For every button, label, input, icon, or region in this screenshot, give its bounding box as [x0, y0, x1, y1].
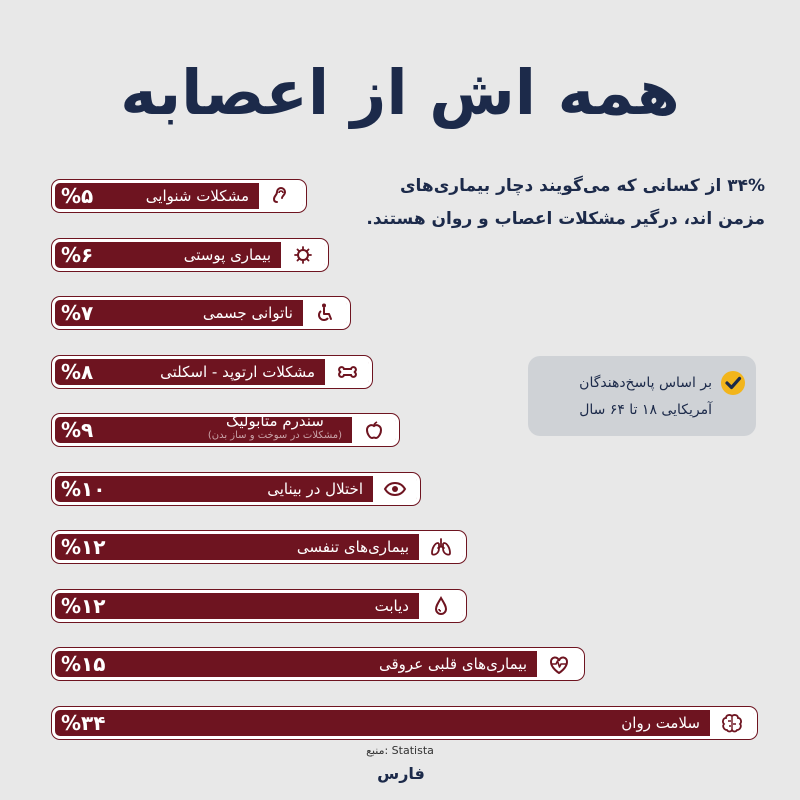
bar-category-label	[297, 534, 409, 560]
bar-4	[52, 356, 372, 388]
heart-pulse-icon	[537, 648, 581, 680]
ear-icon	[259, 180, 303, 212]
eye-icon	[373, 473, 417, 505]
bar-category-text: سندرم متابولیک	[225, 412, 324, 430]
bar-category-label	[267, 476, 363, 502]
bar-value-label: %۶	[61, 242, 94, 267]
source-text: منبع: Statista	[366, 744, 434, 757]
bar-8	[52, 590, 466, 622]
bar-9	[52, 648, 584, 680]
bar-category-label	[375, 593, 409, 619]
bar-category-label	[203, 300, 293, 326]
bar-category-sublabel: (مشکلات در سوخت و ساز بدن)	[207, 430, 342, 441]
bar-value-label: %۱۰	[61, 476, 106, 501]
bar-value-label: %۱۵	[61, 652, 106, 676]
bar-category-label	[160, 359, 315, 385]
bar-category-text: بیماری‌های قلبی عروقی	[379, 655, 527, 673]
bar-category-label	[146, 183, 249, 209]
bar-category-text: سلامت روان	[621, 713, 700, 732]
bar-value-label: %۳۴	[61, 710, 106, 735]
bar-category-text: مشکلات ارتوپد - اسکلتی	[160, 362, 315, 381]
bar-2	[52, 239, 328, 271]
virus-icon	[281, 239, 325, 271]
wheelchair-icon	[303, 297, 347, 329]
bar-value-label: %۱۲	[61, 535, 106, 559]
bone-icon	[325, 356, 369, 388]
bar-3	[52, 297, 350, 329]
bar-category-text: ناتوانی جسمی	[202, 304, 293, 322]
fars-logo: فارس	[377, 764, 425, 783]
bar-value-label: %۱۲	[61, 593, 106, 618]
intro-text: ۳۴% از کسانی که می‌گویند دچار بیماری‌های مزمن اند، درگیر مشکلات اعصاب و روان هستند.	[366, 176, 765, 229]
lungs-icon	[419, 531, 463, 563]
bar-category-text: بیماری‌های تنفسی	[296, 538, 409, 556]
bar-category-text: دیابت	[374, 596, 409, 615]
bar-category-text: مشکلات شنوایی	[145, 187, 249, 205]
bar-category-label	[621, 710, 700, 736]
bar-category-text: اختلال در بینایی	[267, 479, 363, 498]
drop-icon	[419, 590, 463, 622]
note-text: بر اساس پاسخ‌دهندگان آمریکایی ۱۸ تا ۶۴ سال	[579, 375, 712, 418]
apple-icon	[352, 414, 396, 446]
bar-value-label: %۸	[61, 359, 94, 384]
bar-7	[52, 531, 466, 563]
bar-value-label: %۹	[61, 418, 94, 442]
bar-category-label	[184, 242, 271, 268]
bar-6	[52, 473, 420, 505]
bar-category-label	[208, 413, 342, 439]
bar-5	[52, 414, 399, 446]
bar-10	[52, 707, 757, 739]
bar-value-label: %۷	[61, 301, 94, 325]
bar-value-label: %۵	[61, 184, 94, 208]
bar-1	[52, 180, 306, 212]
brain-icon	[710, 707, 754, 739]
bar-category-label	[379, 651, 527, 677]
page-title: همه اش از اعصابه	[120, 56, 680, 129]
bar-category-text: بیماری پوستی	[183, 245, 271, 264]
